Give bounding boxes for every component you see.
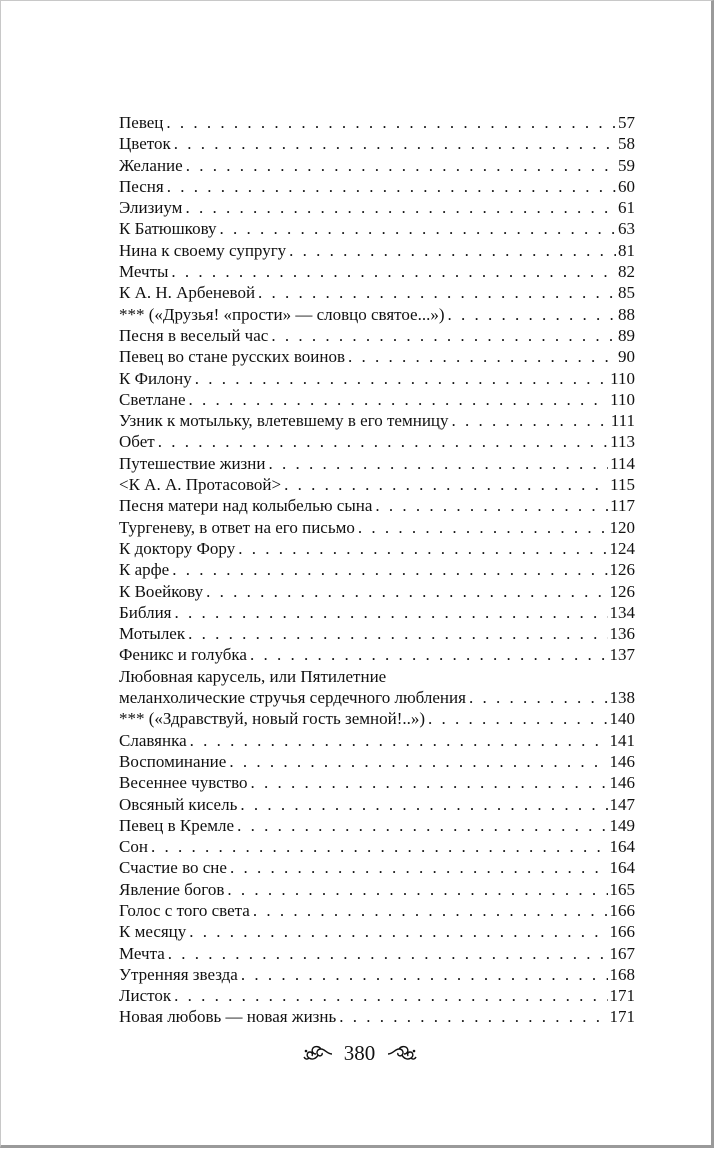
entry-title: Библия <box>119 602 172 622</box>
toc-entry <box>119 964 635 985</box>
entry-title: Тургеневу, в ответ на его письмо <box>119 517 355 537</box>
toc-entry <box>119 538 635 559</box>
dot-leader <box>206 581 607 602</box>
entry-page: 164 <box>609 858 635 878</box>
dot-leader <box>271 325 616 346</box>
toc-entry <box>119 815 635 836</box>
dot-leader <box>469 687 608 708</box>
toc-entry <box>119 666 635 709</box>
entry-title <box>119 666 466 709</box>
dot-leader <box>289 240 616 261</box>
dot-leader <box>189 389 609 410</box>
dot-leader <box>174 985 607 1006</box>
entry-page: 110 <box>610 368 635 388</box>
entry-page: 149 <box>609 815 635 835</box>
entry-title: Песня в веселый час <box>119 325 269 345</box>
toc-entry <box>119 517 635 538</box>
entry-title: Элизиум <box>119 198 183 218</box>
entry-page: 120 <box>609 517 635 537</box>
entry-page: 168 <box>609 964 635 984</box>
toc-entry <box>119 453 635 474</box>
dot-leader <box>185 197 616 218</box>
entry-title: *** («Друзья! «прости» — словцо святое...») <box>119 304 445 324</box>
toc-entry <box>119 112 635 133</box>
entry-title: Цветок <box>119 134 171 154</box>
toc-entry <box>119 836 635 857</box>
toc-entry <box>119 943 635 964</box>
toc-entry <box>119 879 635 900</box>
entry-title: Весеннее чувство <box>119 773 248 793</box>
dot-leader <box>284 474 608 495</box>
entry-title: Мотылек <box>119 624 186 644</box>
dot-leader <box>172 559 607 580</box>
toc-entry <box>119 1006 635 1027</box>
toc-entry <box>119 921 635 942</box>
entry-title: Узник к мотыльку, влетевшему в его темницу <box>119 411 449 431</box>
toc-entry <box>119 581 635 602</box>
entry-title: К месяцу <box>119 922 187 942</box>
entry-title: Сон <box>119 837 148 857</box>
entry-page: 126 <box>609 560 635 580</box>
entry-title: Путешествие жизни <box>119 453 266 473</box>
dot-leader <box>250 644 608 665</box>
toc-entry <box>119 474 635 495</box>
dot-leader <box>175 602 608 623</box>
entry-title-line: меланхолические стручья сердечного любления <box>119 688 466 708</box>
toc-entry <box>119 176 635 197</box>
entry-page: 82 <box>618 262 635 282</box>
entry-title: Песня <box>119 176 164 196</box>
toc-entry <box>119 304 635 325</box>
entry-page: 89 <box>618 325 635 345</box>
fleuron-left-icon <box>303 1044 333 1062</box>
entry-page: 124 <box>609 538 635 558</box>
toc-entry <box>119 602 635 623</box>
toc-entry <box>119 794 635 815</box>
dot-leader <box>375 495 608 516</box>
entry-page: 117 <box>610 496 635 516</box>
entry-page: 171 <box>609 986 635 1006</box>
toc-entry <box>119 218 635 239</box>
toc-entry <box>119 389 635 410</box>
entry-page: 164 <box>609 837 635 857</box>
toc-entry <box>119 751 635 772</box>
dot-leader <box>258 282 616 303</box>
dot-leader <box>428 708 607 729</box>
dot-leader <box>168 943 608 964</box>
entry-page: 114 <box>610 453 635 473</box>
entry-title: Нина к своему супругу <box>119 240 287 260</box>
toc-entry <box>119 346 635 367</box>
entry-page: 90 <box>618 347 635 367</box>
toc-entry <box>119 623 635 644</box>
toc-entry <box>119 730 635 751</box>
dot-leader <box>237 815 607 836</box>
dot-leader <box>448 304 616 325</box>
entry-title: Феникс и голубка <box>119 645 247 665</box>
entry-page: 134 <box>609 602 635 622</box>
entry-page: 88 <box>618 304 635 324</box>
dot-leader <box>240 794 607 815</box>
entry-title: Певец в Кремле <box>119 815 235 835</box>
toc-entry <box>119 857 635 878</box>
entry-title: Мечта <box>119 943 165 963</box>
toc-entry <box>119 197 635 218</box>
dot-leader <box>238 538 607 559</box>
entry-title: Светлане <box>119 389 186 409</box>
dot-leader <box>220 218 616 239</box>
entry-page: 140 <box>609 709 635 729</box>
toc-entry <box>119 133 635 154</box>
dot-leader <box>230 857 608 878</box>
entry-title: Певец во стане русских воинов <box>119 347 346 367</box>
dot-leader <box>195 368 608 389</box>
entry-page: 57 <box>618 113 635 132</box>
entry-page: 146 <box>609 773 635 793</box>
toc-entry <box>119 155 635 176</box>
dot-leader <box>227 879 607 900</box>
entry-title: Мечты <box>119 262 169 282</box>
entry-title: К А. Н. Арбеневой <box>119 283 256 303</box>
dot-leader <box>188 623 607 644</box>
entry-page: 136 <box>609 624 635 644</box>
entry-title: Листок <box>119 986 172 1006</box>
toc-entry <box>119 240 635 261</box>
page-footer <box>1 1039 717 1066</box>
dot-leader <box>151 836 608 857</box>
toc-entry <box>119 282 635 303</box>
entry-page: 165 <box>609 879 635 899</box>
dot-leader <box>229 751 607 772</box>
dot-leader <box>241 964 608 985</box>
entry-page: 146 <box>609 751 635 771</box>
toc-entry <box>119 410 635 431</box>
entry-title: *** («Здравствуй, новый гость земной!..») <box>119 709 426 729</box>
dot-leader <box>174 133 616 154</box>
toc-entry <box>119 985 635 1006</box>
entry-page: 141 <box>609 730 635 750</box>
entry-page: 60 <box>618 176 635 196</box>
entry-title: Новая любовь — новая жизнь <box>119 1007 337 1027</box>
dot-leader <box>452 410 609 431</box>
entry-page: 166 <box>609 900 635 920</box>
entry-page: 59 <box>618 155 635 175</box>
dot-leader <box>339 1006 607 1027</box>
dot-leader <box>268 453 608 474</box>
toc-entry <box>119 431 635 452</box>
entry-title: Песня матери над колыбелью сына <box>119 496 373 516</box>
dot-leader <box>348 346 616 367</box>
entry-page: 58 <box>618 134 635 154</box>
entry-page: 110 <box>610 389 635 409</box>
toc-entry <box>119 772 635 793</box>
entry-page: 111 <box>610 411 635 431</box>
toc-entry <box>119 708 635 729</box>
entry-title: Славянка <box>119 730 187 750</box>
entry-page: 137 <box>609 645 635 665</box>
entry-title: <К А. А. Протасовой> <box>119 475 282 495</box>
entry-page: 81 <box>618 240 635 260</box>
entry-page: 126 <box>609 581 635 601</box>
dot-leader <box>189 921 607 942</box>
entry-title: Обет <box>119 432 155 452</box>
entry-page: 167 <box>609 943 635 963</box>
entry-page: 171 <box>609 1007 635 1027</box>
entry-title: Явление богов <box>119 879 225 899</box>
dot-leader <box>158 431 608 452</box>
entry-title: Желание <box>119 155 183 175</box>
dot-leader <box>167 176 616 197</box>
entry-title: К Филону <box>119 368 192 388</box>
entry-page: 138 <box>609 688 635 708</box>
dot-leader <box>171 261 616 282</box>
toc-entry <box>119 900 635 921</box>
entry-title: Голос с того света <box>119 900 250 920</box>
dot-leader <box>358 517 608 538</box>
entry-title: К Воейкову <box>119 581 204 601</box>
dot-leader <box>190 730 608 751</box>
entry-title: К доктору Фору <box>119 538 236 558</box>
dot-leader <box>253 900 608 921</box>
toc-entry <box>119 368 635 389</box>
dot-leader <box>186 155 616 176</box>
entry-page: 166 <box>609 922 635 942</box>
entry-title: Воспоминание <box>119 751 227 771</box>
dot-leader <box>166 112 616 133</box>
entry-title: Певец <box>119 113 164 132</box>
toc-entry <box>119 495 635 516</box>
entry-page: 63 <box>618 219 635 239</box>
toc-entry <box>119 644 635 665</box>
entry-title: Утренняя звезда <box>119 964 238 984</box>
entry-page: 85 <box>618 283 635 303</box>
entry-page: 61 <box>618 198 635 218</box>
dot-leader <box>251 772 608 793</box>
page-number: 380 <box>343 1040 376 1065</box>
entry-title: К арфе <box>119 560 170 580</box>
toc-entry <box>119 325 635 346</box>
entry-page: 147 <box>609 794 635 814</box>
entry-title: К Батюшкову <box>119 219 217 239</box>
entry-title: Счастие во сне <box>119 858 227 878</box>
toc-entry <box>119 261 635 282</box>
entry-page: 115 <box>610 475 635 495</box>
table-of-contents <box>119 112 635 1028</box>
entry-title-line: Любовная карусель, или Пятилетние <box>119 666 387 686</box>
entry-title: Овсяный кисель <box>119 794 238 814</box>
fleuron-right-icon <box>387 1044 417 1062</box>
entry-page: 113 <box>610 432 635 452</box>
toc-entry <box>119 559 635 580</box>
